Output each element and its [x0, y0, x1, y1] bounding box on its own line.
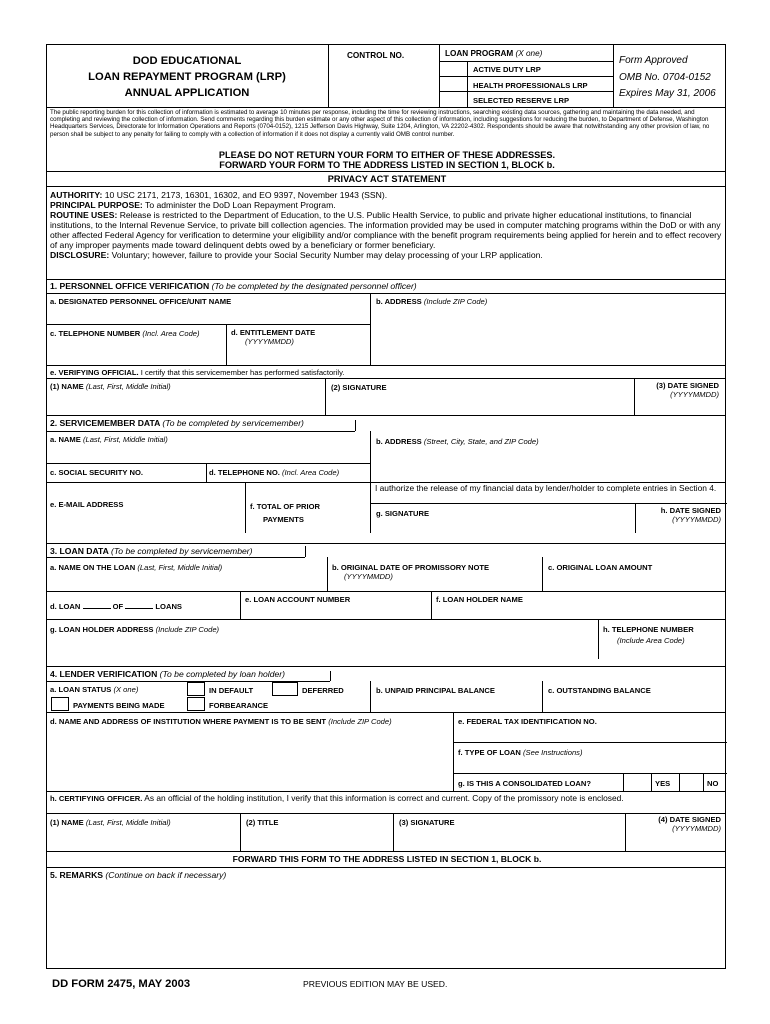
checkbox-consolidated-yes[interactable] [624, 774, 650, 790]
checkbox-forbearance[interactable] [187, 697, 205, 711]
omb-number: OMB No. 0704-0152 [619, 72, 711, 83]
checkbox-deferred[interactable] [272, 682, 298, 696]
purpose-paragraph: PRINCIPAL PURPOSE: To administer the DoD Loan Repayment Program. [50, 200, 336, 210]
checkbox-consolidated-no[interactable] [680, 774, 702, 790]
s4-d-label[interactable]: d. NAME AND ADDRESS OF INSTITUTION WHERE PAYMENT IS TO BE SENT (Include ZIP Code) [50, 717, 392, 726]
do-not-return-notice: PLEASE DO NOT RETURN YOUR FORM TO EITHER OF THESE ADDRESSES. [218, 150, 556, 160]
s4-c-label[interactable]: c. OUTSTANDING BALANCE [548, 686, 651, 695]
privacy-act-body [50, 190, 722, 260]
checkbox-active-duty[interactable] [440, 62, 466, 75]
checkbox-in-default[interactable] [187, 682, 205, 696]
forward-notice-top: FORWARD YOUR FORM TO THE ADDRESS LISTED IN SECTION 1, BLOCK b. [219, 160, 555, 170]
s2-authorize-text: I authorize the release of my financial data by lender/holder to complete entries in Section 4. [375, 483, 717, 493]
s1-b-label[interactable]: b. ADDRESS (Include ZIP Code) [376, 297, 488, 306]
disclosure-paragraph: DISCLOSURE: Voluntary; however, failure to provide your Social Security Number may delay processing of your LRP application. [50, 250, 543, 260]
forbearance-label: FORBEARANCE [209, 701, 269, 710]
section-5-title: 5. REMARKS (Continue on back if necessary) [50, 870, 227, 880]
remarks-area[interactable] [47, 881, 727, 969]
control-no-label: CONTROL NO. [347, 51, 405, 60]
s3-e-label[interactable]: e. LOAN ACCOUNT NUMBER [245, 595, 351, 604]
s4-name-label[interactable]: (1) NAME (Last, First, Middle Initial) [50, 818, 171, 827]
s3-h-label[interactable]: h. TELEPHONE NUMBER (Include Area Code) [603, 625, 694, 645]
s1-a-label[interactable]: a. DESIGNATED PERSONNEL OFFICE/UNIT NAME [50, 297, 232, 306]
s2-e-label[interactable]: e. E-MAIL ADDRESS [50, 500, 124, 509]
form-id: DD FORM 2475, MAY 2003 [52, 978, 191, 990]
form-title [47, 53, 327, 101]
section-1-title: 1. PERSONNEL OFFICE VERIFICATION (To be completed by the designated personnel officer) [50, 281, 417, 291]
checkbox-selected-reserve[interactable] [440, 92, 466, 105]
s2-h-label[interactable]: h. DATE SIGNED (YYYYMMDD) [660, 506, 721, 524]
burden-statement: The public reporting burden for this collection of information is estimated to average 10 minutes per response, including the time for reviewing instructions, searching existing data sources, gathering and maintaining the data needed, and completing and reviewing the collection of information. Send comments regarding this burden estimate or any other aspect of this collection of information, including suggestions for reducing the burden, to Department of Defense, Washington Headquarters Services, Directorate for Information Operations and Reports (0704-0152), 1215 Jefferson Davis Highway, Suite 1204, Arlington, VA 22202-4302. Respondents should be aware that notwithstanding any other provision of law, no person shall be subject to any penalty for failing to comply with a collection of information if it does not display a currently valid OMB control number. [50, 109, 710, 138]
forward-notice-bottom: FORWARD THIS FORM TO THE ADDRESS LISTED IN SECTION 1, BLOCK b. [232, 854, 542, 864]
s4-e-label[interactable]: e. FEDERAL TAX IDENTIFICATION NO. [458, 717, 597, 726]
s1-c-label[interactable]: c. TELEPHONE NUMBER (Incl. Area Code) [50, 329, 200, 338]
authority-paragraph: AUTHORITY: 10 USC 2171, 2173, 16301, 16302, and EO 9397, November 1943 (SSN). [50, 190, 388, 200]
option-health-professionals: HEALTH PROFESSIONALS LRP [473, 81, 588, 90]
checkbox-health-professionals[interactable] [440, 77, 466, 90]
yes-label: YES [655, 779, 671, 788]
s3-f-label[interactable]: f. LOAN HOLDER NAME [436, 595, 523, 604]
s1-e-label: e. VERIFYING OFFICIAL. I certify that this servicemember has performed satisfactorily. [50, 368, 345, 377]
s4-signature-label[interactable]: (3) SIGNATURE [399, 818, 455, 827]
s1-d-label[interactable]: d. ENTITLEMENT DATE (YYYYMMDD) [231, 328, 316, 346]
section-2-title: 2. SERVICEMEMBER DATA (To be completed by servicemember) [50, 418, 304, 428]
in-default-label: IN DEFAULT [209, 686, 254, 695]
title-line-2: LOAN REPAYMENT PROGRAM (LRP) [88, 71, 286, 83]
s2-a-label[interactable]: a. NAME (Last, First, Middle Initial) [50, 435, 168, 444]
form-approved: Form Approved [619, 55, 688, 66]
s4-h-text: h. CERTIFYING OFFICER. As an official of the holding institution, I verify that this information is correct and current. Copy of the promissory note is enclosed. [50, 793, 624, 803]
payments-label: PAYMENTS BEING MADE [73, 701, 165, 710]
s4-b-label[interactable]: b. UNPAID PRINCIPAL BALANCE [376, 686, 495, 695]
s1-name-label[interactable]: (1) NAME (Last, First, Middle Initial) [50, 382, 171, 391]
s3-c-label[interactable]: c. ORIGINAL LOAN AMOUNT [548, 563, 653, 572]
deferred-label: DEFERRED [302, 686, 344, 695]
section-4-title: 4. LENDER VERIFICATION (To be completed by loan holder) [50, 669, 285, 679]
s4-f-label[interactable]: f. TYPE OF LOAN (See Instructions) [458, 748, 583, 757]
s2-f-label[interactable]: f. TOTAL OF PRIOR PAYMENTS [250, 502, 321, 524]
checkbox-payments[interactable] [51, 697, 69, 711]
form-frame [46, 44, 726, 969]
option-active-duty: ACTIVE DUTY LRP [473, 65, 541, 74]
expiration-date: Expires May 31, 2006 [619, 88, 716, 99]
title-line-3: ANNUAL APPLICATION [124, 87, 250, 99]
s2-c-label[interactable]: c. SOCIAL SECURITY NO. [50, 468, 143, 477]
s3-a-label[interactable]: a. NAME ON THE LOAN (Last, First, Middle Initial) [50, 563, 223, 572]
loan-program-label: LOAN PROGRAM (X one) [445, 49, 543, 58]
s2-g-label[interactable]: g. SIGNATURE [376, 509, 430, 518]
section-3-title: 3. LOAN DATA (To be completed by servicemember) [50, 546, 253, 556]
s3-d-label[interactable]: d. LOAN OF LOANS [50, 602, 182, 611]
option-selected-reserve: SELECTED RESERVE LRP [473, 96, 570, 105]
s2-d-label[interactable]: d. TELEPHONE NO. (Incl. Area Code) [209, 468, 340, 477]
s1-signature-label[interactable]: (2) SIGNATURE [331, 383, 387, 392]
s4-title-label[interactable]: (2) TITLE [246, 818, 279, 827]
s3-b-label[interactable]: b. ORIGINAL DATE OF PROMISSORY NOTE (YYYYMMDD) [332, 563, 490, 581]
no-label: NO [707, 779, 719, 788]
s2-b-label[interactable]: b. ADDRESS (Street, City, State, and ZIP Code) [376, 437, 539, 446]
s4-a-label: a. LOAN STATUS (X one) [50, 685, 139, 694]
s3-g-label[interactable]: g. LOAN HOLDER ADDRESS (Include ZIP Code) [50, 625, 220, 634]
s4-g-label: g. IS THIS A CONSOLIDATED LOAN? [458, 779, 592, 788]
previous-edition: PREVIOUS EDITION MAY BE USED. [303, 979, 448, 989]
s1-date-label[interactable]: (3) DATE SIGNED (YYYYMMDD) [656, 381, 719, 399]
privacy-act-title: PRIVACY ACT STATEMENT [327, 174, 447, 184]
s4-date-label[interactable]: (4) DATE SIGNED (YYYYMMDD) [658, 815, 721, 833]
routine-uses-paragraph: ROUTINE USES: Release is restricted to the Department of Education, to the U.S. Public Health Service, to public and private higher educational institutions, to financial institutions, to the Internal Revenue Service, to private bill collection agencies. The information provided may be used in computer matching programs within the DoD or with any other affected Federal Agency for verification to determine your eligibility and/or compliance with the benefit program requirements being applied for herein and to effect recovery of any improper payments made toward delinquent debts owed by a beneficiary or former beneficiary. [50, 210, 722, 250]
title-line-1: DOD EDUCATIONAL [132, 55, 242, 67]
